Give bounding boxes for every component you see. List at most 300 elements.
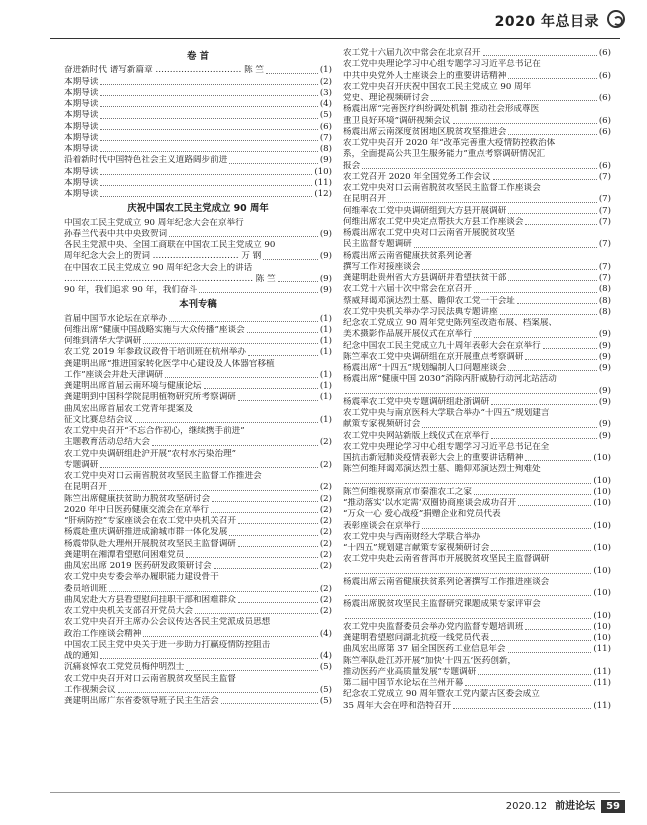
toc-entry[interactable]	[64, 662, 332, 673]
toc-entry-title: 本期导读	[64, 76, 99, 87]
toc-entry-title: 龚建明在湘潭看望慰问困难党员	[64, 549, 185, 560]
toc-entry-title: 杨震出席“十四五”规划编制人口问题座谈会	[343, 363, 507, 373]
toc-entry[interactable]	[64, 437, 332, 448]
toc-entry-title: 农工党十六届十次中常会在京召开	[343, 284, 472, 295]
toc-entry[interactable]	[64, 325, 332, 336]
toc-entry[interactable]	[343, 644, 611, 655]
toc-entry[interactable]	[64, 110, 332, 121]
toc-entry[interactable]	[343, 48, 611, 59]
toc-entry-title: 党史、理论视频研讨会	[343, 93, 429, 103]
toc-entry-page: (7)	[598, 273, 611, 283]
toc-entry-page: (1)	[319, 369, 332, 380]
toc-entry-page: (2)	[319, 493, 332, 504]
toc-entry[interactable]	[64, 696, 332, 707]
dot-leader	[186, 670, 317, 671]
dot-leader	[100, 658, 317, 659]
toc-entry-page: (1)	[319, 414, 332, 425]
toc-entry-page: (2)	[319, 606, 332, 616]
toc-entry-title: 撰写工作对接座谈会	[343, 261, 421, 272]
toc-entry[interactable]	[343, 341, 611, 352]
dot-leader	[100, 129, 317, 130]
dot-leader	[263, 259, 318, 260]
toc-entry-line	[343, 251, 611, 262]
toc-entry-title: 杨震出席云南深度贫困地区脱贫攻坚推进会	[343, 126, 507, 137]
toc-entry-page: (9)	[319, 285, 332, 295]
dot-leader	[508, 370, 596, 371]
toc-entry-title: 本期导读	[64, 132, 99, 143]
toc-entry[interactable]	[343, 397, 611, 408]
toc-entry-page: (9)	[598, 430, 611, 441]
toc-entry-title: 报会	[343, 160, 361, 171]
toc-entry-title: 本期导读	[64, 189, 99, 199]
toc-entry-line	[343, 138, 611, 149]
toc-entry-title: 陈竺出席健康扶贫助力脱贫攻坚研讨会	[64, 493, 211, 504]
toc-entry-page: (10)	[593, 475, 611, 486]
toc-entry[interactable]	[64, 229, 332, 240]
toc-entry-title: 纪念农工党成立 90 周年暨农工党内蒙古区委会成立	[343, 689, 540, 700]
toc-entry-title: 献策专家视频研讨会	[343, 419, 421, 430]
toc-entry-page: (8)	[598, 284, 611, 295]
toc-entry-title: 政治工作座谈会精神	[64, 628, 142, 639]
toc-entry-page: (6)	[598, 115, 611, 126]
toc-entry[interactable]	[343, 419, 611, 430]
toc-entry-title: 周年纪念大会上的贺词 ………………………… 万 钢	[64, 251, 262, 262]
toc-entry-title: 农工党中央调研组赴沪开展“农村水污染治理”	[64, 448, 237, 459]
toc-entry-page: (7)	[598, 194, 611, 205]
toc-entry-line	[343, 442, 611, 453]
dot-leader	[345, 618, 591, 619]
dot-leader	[422, 427, 596, 428]
toc-entry-page: (8)	[598, 306, 611, 317]
toc-entry-page: (6)	[598, 48, 611, 58]
dot-leader	[247, 332, 318, 333]
toc-entry[interactable]	[343, 543, 611, 554]
toc-entry-page: (5)	[319, 110, 332, 121]
toc-entry-page: (7)	[598, 205, 611, 216]
toc-entry-title: 在中国农工民主党成立 90 周年纪念大会上的讲话	[64, 262, 253, 273]
toc-entry-title: 龚建明赴贵州省大方县调研并看望扶贫干部	[343, 273, 507, 283]
toc-entry[interactable]	[343, 667, 611, 678]
toc-entry[interactable]	[343, 116, 611, 127]
toc-entry[interactable]	[343, 487, 611, 498]
page-header-title: 2020 年总目录	[494, 14, 599, 30]
dot-leader	[169, 321, 318, 322]
toc-entry-title: “推动落实‘以水定需’双圈协商座谈会成功召开	[343, 498, 517, 508]
toc-entry-page: (6)	[598, 160, 611, 171]
dot-leader	[165, 377, 318, 378]
dot-leader	[229, 163, 318, 164]
toc-entry-page: (10)	[593, 486, 611, 497]
toc-entry-title: 杨震出席云南省健康扶贫系列论著撰写工作推进座谈会	[343, 576, 550, 587]
toc-entry-title: 第二届中国节水论坛在兰州开幕	[343, 678, 464, 688]
toc-entry[interactable]	[64, 99, 332, 110]
dot-leader	[508, 78, 597, 79]
toc-entry[interactable]	[64, 88, 332, 99]
toc-entry-title: 曲凤宏赴大方县看望慰问挂职干部和困难群众	[64, 594, 236, 605]
toc-entry-page: (4)	[319, 99, 332, 109]
dot-leader	[221, 703, 318, 704]
toc-entry-title: 本期导读	[64, 99, 99, 109]
toc-entry-title: 何维出席“健康中国战略实施与大众传播”座谈会	[64, 324, 245, 335]
toc-entry[interactable]	[343, 194, 611, 205]
toc-entry[interactable]	[343, 329, 611, 340]
toc-entry-title: “肝病防控”专家座谈会在农工党中央机关召开	[64, 516, 237, 526]
dot-leader	[508, 280, 597, 281]
toc-entry[interactable]	[343, 678, 611, 689]
toc-entry-page: (9)	[598, 385, 611, 396]
toc-entry-page: (10)	[593, 633, 611, 643]
toc-entry-title: 表彰座谈会在京举行	[343, 520, 421, 531]
toc-entry[interactable]	[343, 633, 611, 644]
toc-entry[interactable]	[343, 127, 611, 138]
toc-entry-line	[343, 509, 611, 520]
toc-entry[interactable]	[343, 273, 611, 284]
toc-entry-line	[343, 554, 611, 565]
toc-entry-line	[64, 426, 332, 437]
toc-entry-title: 各民主党派中央、全国工商联在中国农工民主党成立 90	[64, 240, 276, 250]
toc-entry[interactable]	[64, 550, 332, 561]
toc-entry-title: 农工党中央召开庆祝中国农工民主党成立 90 周年	[343, 81, 532, 92]
toc-entry-title: 曲凤宏出席首届农工党青年提案及	[64, 403, 193, 414]
toc-entry[interactable]	[343, 622, 611, 633]
toc-entry[interactable]	[343, 284, 611, 295]
toc-entry-title: 工作视频会议	[64, 684, 116, 695]
toc-entry[interactable]	[64, 392, 332, 403]
dot-leader	[491, 640, 591, 641]
toc-entry-title: 系，全面提高公共卫生服务能力”重点考察调研情况汇	[343, 149, 546, 160]
toc-entry-title: 农工党中央召开对口云南省脱贫攻坚民主监督	[64, 673, 236, 684]
dot-leader	[491, 438, 597, 439]
dot-leader	[100, 174, 312, 175]
toc-entry[interactable]	[64, 336, 332, 347]
toc-entry-page: (4)	[319, 628, 332, 639]
footer-page-number: 59	[601, 800, 625, 813]
toc-entry-title: 工作”座谈会并赴天津调研	[64, 369, 163, 380]
toc-entry[interactable]	[64, 381, 332, 392]
toc-entry-line	[64, 640, 332, 651]
toc-entry-title: 主题教育活动总结大会	[64, 437, 150, 448]
toc-entry-page: (7)	[598, 261, 611, 272]
toc-entry-page: (11)	[593, 678, 611, 688]
toc-entry-title: 农工党召开 2020 年全国党务工作会议	[343, 171, 491, 182]
dot-leader	[266, 73, 318, 74]
toc-entry-page: (2)	[319, 549, 332, 560]
dot-leader	[525, 359, 596, 360]
toc-entry-title: 农工党十六届九次中常会在北京召开	[343, 48, 481, 58]
toc-entry-title: 农工党中央监督委员会举办党内监督专题培训班	[343, 621, 524, 632]
toc-entry-page: (2)	[319, 459, 332, 470]
dot-leader	[100, 196, 312, 197]
toc-entry[interactable]	[343, 588, 611, 599]
toc-entry-line	[343, 228, 611, 239]
toc-entry[interactable]	[64, 539, 332, 550]
toc-entry-title: 曲凤宏出席 2019 医药研发政策研讨会	[64, 561, 212, 571]
dot-leader	[508, 213, 597, 214]
toc-entry[interactable]	[343, 172, 611, 183]
dot-leader	[229, 535, 318, 536]
toc-entry-line	[64, 263, 332, 274]
toc-entry-page: (10)	[593, 498, 611, 508]
toc-entry-title: 本期导读	[64, 144, 99, 154]
dot-leader	[100, 106, 317, 107]
toc-entry-title: 本期导读	[64, 121, 99, 132]
toc-entry-title: 中共中央党外人士座谈会上的重要讲话精神	[343, 70, 507, 81]
toc-entry-title: 农工党中央与西南财经大学联合举办	[343, 531, 481, 542]
dot-leader	[453, 123, 597, 124]
toc-entry-title: 90 年，我们追求 90 年，我们奋斗	[64, 285, 198, 295]
toc-entry-page: (1)	[319, 65, 332, 76]
toc-entry-title: 委员培训班	[64, 583, 107, 594]
toc-entry-page: (1)	[319, 324, 332, 335]
toc-entry-page: (11)	[314, 177, 332, 188]
dot-leader	[491, 550, 591, 551]
toc-entry-page: (8)	[598, 295, 611, 306]
dot-leader	[388, 202, 597, 203]
dot-leader	[525, 460, 591, 461]
toc-entry[interactable]	[343, 566, 611, 577]
dot-leader	[100, 185, 312, 186]
toc-entry[interactable]	[64, 685, 332, 696]
toc-entry[interactable]	[64, 505, 332, 516]
toc-entry-title: 在昆明召开	[64, 482, 107, 493]
toc-entry-line	[64, 404, 332, 415]
dot-leader	[414, 247, 597, 248]
toc-entry-page: (2)	[319, 594, 332, 605]
dot-leader	[478, 674, 591, 675]
dot-leader	[500, 314, 597, 315]
dot-leader	[211, 512, 318, 513]
dot-leader	[100, 467, 317, 468]
toc-entry-title: 农工党中央理论学习中心组专题学习习近平总书记在全	[343, 441, 550, 452]
toc-entry-title: 农工党中央专委会举办履职能力建设骨干	[64, 572, 219, 583]
toc-entry[interactable]	[343, 453, 611, 464]
toc-entry-line	[343, 689, 611, 700]
toc-entry-page: (11)	[593, 666, 611, 677]
toc-entry[interactable]	[343, 363, 611, 374]
toc-entry[interactable]	[64, 595, 332, 606]
toc-entry[interactable]	[343, 206, 611, 217]
toc-entry[interactable]	[343, 701, 611, 712]
toc-entry-page: (7)	[319, 132, 332, 143]
toc-entry-page: (5)	[319, 684, 332, 695]
toc-entry-page: (2)	[319, 437, 332, 448]
dot-leader	[238, 400, 318, 401]
toc-entry-title: 农工党中央召开 2020 年“改革完善重大疫情防控救治体	[343, 138, 556, 148]
toc-entry[interactable]	[64, 251, 332, 262]
toc-entry[interactable]	[343, 296, 611, 307]
toc-entry-page: (11)	[593, 700, 611, 711]
toc-entry-page: (2)	[319, 516, 332, 526]
dot-leader	[238, 523, 318, 524]
toc-entry-title: 陈竺何维视察南京市秦淮农工之家	[343, 486, 472, 497]
toc-entry[interactable]	[64, 189, 332, 200]
toc-entry[interactable]	[64, 155, 332, 166]
toc-entry[interactable]	[64, 144, 332, 155]
dot-leader	[517, 303, 597, 304]
toc-entry-title: 本期导读	[64, 166, 99, 177]
toc-entry[interactable]	[64, 178, 332, 189]
toc-entry-title: 曲凤宏出席第 37 届全国医药工业信息年会	[343, 644, 506, 655]
toc-entry-page: (5)	[319, 696, 332, 706]
toc-entry[interactable]	[64, 122, 332, 133]
toc-entry[interactable]	[64, 65, 332, 76]
toc-entry-page: (2)	[319, 482, 332, 493]
toc-entry[interactable]	[64, 77, 332, 88]
toc-entry-title: 推动医药产业高质量发展”专题调研	[343, 666, 477, 677]
toc-entry-title: 何维到清华大学调研	[64, 336, 142, 346]
toc-entry[interactable]	[64, 347, 332, 358]
footer-issue: 2020.12	[505, 801, 548, 812]
toc-entry[interactable]	[64, 494, 332, 505]
toc-entry-page: (6)	[319, 121, 332, 132]
toc-entry-title: 沉痛哀悼农工党党员梅仲明烈士	[64, 662, 185, 673]
toc-entry-title: 农工党中央对口云南省脱贫攻坚民主监督工作座谈会	[343, 183, 541, 193]
toc-entry-line	[64, 449, 332, 460]
toc-entry[interactable]	[64, 561, 332, 572]
toc-entry[interactable]	[343, 611, 611, 622]
toc-entry[interactable]	[343, 521, 611, 532]
dot-leader	[199, 292, 318, 293]
toc-entry[interactable]	[64, 314, 332, 325]
toc-entry-line	[343, 464, 611, 475]
toc-entry-title: 战的通知	[64, 651, 99, 661]
dot-leader	[345, 573, 591, 574]
toc-entry-line	[64, 471, 332, 482]
dot-leader	[345, 393, 597, 394]
toc-entry-title: 农工党中央机关举办学习民法典专题讲座	[343, 306, 498, 317]
toc-entry-page: (3)	[319, 87, 332, 98]
toc-entry-title: “万众一心 爱心战疫”捐赠企业和党员代表	[343, 509, 501, 520]
toc-entry-line	[343, 149, 611, 160]
toc-entry-title: 奋进新时代 谱写新篇章 ………………………… 陈 竺	[64, 65, 264, 76]
toc-entry[interactable]	[64, 629, 332, 640]
toc-entry-title: 纪念中国农工民主党成立九十周年表彰大会在京举行	[343, 340, 541, 351]
toc-entry-title: 何维率农工党中央调研组到大方县开展调研	[343, 205, 507, 216]
toc-entry-title: ………………………………………………………… 陈 竺	[64, 273, 276, 284]
toc-entry-line	[343, 532, 611, 543]
dot-leader	[248, 355, 318, 356]
toc-entry-title: 中国农工民主党中央关于进一步助力打赢疫情防控阻击	[64, 639, 271, 650]
toc-entry-title: 陈竺率农工党中央调研组在京开展重点考察调研	[343, 351, 524, 362]
dot-leader	[100, 118, 317, 119]
dot-leader	[100, 84, 317, 85]
toc-entry-page: (10)	[593, 565, 611, 576]
toc-entry[interactable]	[343, 71, 611, 82]
toc-entry-page: (1)	[319, 381, 332, 391]
toc-entry[interactable]	[64, 167, 332, 178]
toc-entry[interactable]	[64, 482, 332, 493]
toc-entry[interactable]	[64, 460, 332, 471]
toc-entry[interactable]	[343, 431, 611, 442]
toc-entry-page: (1)	[319, 313, 332, 324]
toc-entry-title: 本期导读	[64, 87, 99, 98]
toc-entry-title: 龚建明到中国科学院昆明植物研究所考察调研	[64, 392, 236, 403]
toc-entry-title: 杨震出席“健康中国 2030”消除丙肝威胁行动河北站活动	[343, 374, 557, 385]
toc-entry[interactable]	[64, 274, 332, 285]
toc-entry[interactable]	[64, 370, 332, 381]
dot-leader	[474, 337, 597, 338]
toc-entry[interactable]	[343, 239, 611, 250]
page-footer	[506, 797, 625, 813]
toc-entry-page: (9)	[598, 363, 611, 373]
toc-entry[interactable]	[64, 133, 332, 144]
toc-entry-page: (2)	[319, 504, 332, 515]
toc-entry-line	[64, 617, 332, 628]
toc-entry[interactable]	[64, 651, 332, 662]
dot-leader	[518, 505, 591, 506]
toc-entry-title: 陈竺何维拜谒邓演达烈士墓、瞻仰邓演达烈士殉难处	[343, 464, 541, 475]
toc-entry[interactable]	[343, 161, 611, 172]
toc-entry-page: (9)	[598, 419, 611, 430]
section-heading: 卷 首	[186, 51, 209, 62]
toc-entry[interactable]	[64, 527, 332, 538]
dot-leader	[345, 483, 591, 484]
toc-entry[interactable]	[343, 498, 611, 509]
toc-entry-title: 中国农工民主党成立 90 周年纪念大会在京举行	[64, 217, 244, 228]
dot-leader	[186, 557, 317, 558]
toc-entry-line	[64, 674, 332, 685]
toc-entry-line	[343, 577, 611, 588]
toc-entry-line	[64, 218, 332, 229]
toc-entry[interactable]	[64, 584, 332, 595]
toc-entry-page: (8)	[319, 144, 332, 154]
toc-entry-page: (2)	[319, 527, 332, 538]
toc-entry[interactable]	[343, 217, 611, 228]
dot-leader	[212, 501, 318, 502]
toc-entry-title: 农工党中央召开“不忘合作初心，继续携手前进”	[64, 426, 245, 436]
toc-entry-title: 农工党 2019 年参政议政骨干培训班在杭州举办	[64, 347, 247, 358]
toc-entry[interactable]	[64, 415, 332, 426]
toc-entry[interactable]	[343, 386, 611, 397]
toc-entry[interactable]	[64, 606, 332, 617]
magazine-logo-icon	[607, 10, 625, 28]
toc-entry-title: 重卫良好环境”调研视频会议	[343, 115, 451, 126]
toc-entry[interactable]	[343, 93, 611, 104]
dot-leader	[422, 528, 591, 529]
toc-entry-title: 农工党中央赴云南省普洱市开展脱贫攻坚民主监督调研	[343, 554, 550, 565]
dot-leader	[525, 224, 596, 225]
toc-entry-line	[343, 104, 611, 115]
toc-entry[interactable]	[343, 262, 611, 273]
toc-entry[interactable]	[64, 285, 332, 296]
dot-leader	[169, 236, 318, 237]
toc-entry-title: 国抗击新冠肺炎疫情表彰大会上的重要讲话精神	[343, 453, 524, 463]
toc-entry[interactable]	[343, 476, 611, 487]
toc-entry-page: (4)	[319, 651, 332, 661]
toc-entry-page: (6)	[598, 93, 611, 103]
toc-entry[interactable]	[343, 307, 611, 318]
dot-leader	[204, 388, 318, 389]
header-divider	[50, 38, 620, 39]
toc-entry-line	[64, 572, 332, 583]
toc-entry-title: 龚建明出席首届云南环境与健康论坛	[64, 381, 202, 391]
toc-entry[interactable]	[64, 516, 332, 527]
toc-entry-page: (10)	[593, 610, 611, 621]
toc-entry-title: 农工党中央理论学习中心组专题学习习近平总书记在	[343, 59, 541, 70]
toc-entry-page: (6)	[598, 70, 611, 81]
dot-leader	[483, 55, 597, 56]
toc-entry-title: 农工党中央与南京医科大学联合举办“十四五”规划建言	[343, 408, 550, 418]
dot-leader	[100, 140, 317, 141]
toc-entry-page: (7)	[598, 216, 611, 227]
toc-entry[interactable]	[343, 352, 611, 363]
toc-entry-page: (1)	[319, 347, 332, 358]
dot-leader	[508, 652, 592, 653]
dot-leader	[109, 490, 318, 491]
toc-entry-page: (2)	[319, 583, 332, 594]
toc-entry-title: “十四五”规划建言献策专家视频研讨会	[343, 543, 490, 553]
toc-entry-title: 龚建明出席广东省委领导班子民主生活会	[64, 696, 219, 706]
